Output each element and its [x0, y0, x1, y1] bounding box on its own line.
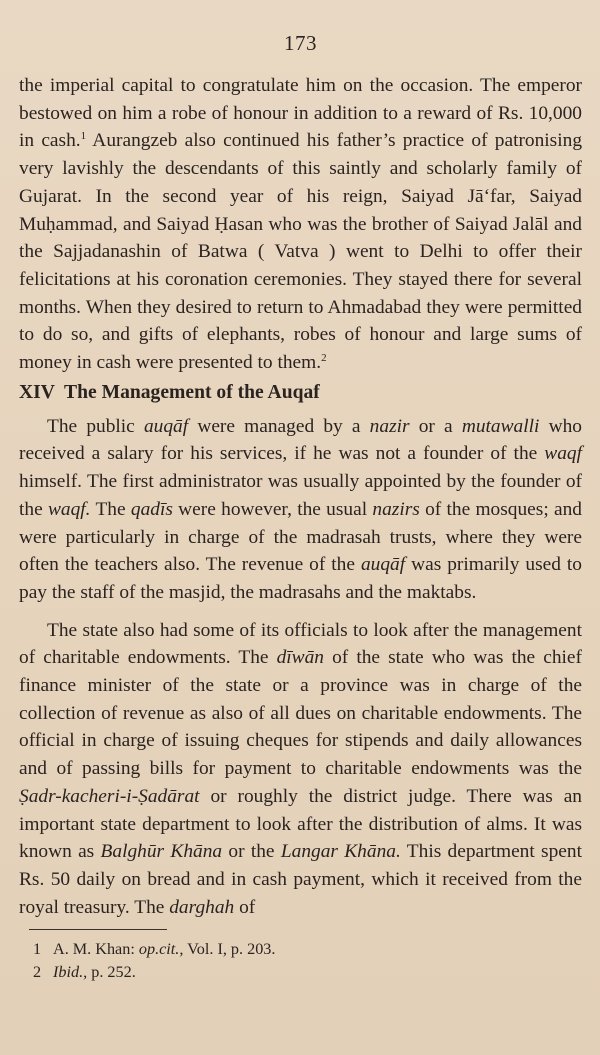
p2-text: The [90, 498, 131, 520]
p2-italic: waqf. [47, 498, 91, 520]
footnote-text [53, 961, 136, 984]
p2-text: or a [409, 415, 462, 437]
p2-italic: waqf [544, 443, 582, 465]
page-number: 173 [284, 31, 317, 55]
p3-text: This department spent Rs. 50 daily on bread and in cash payment, which it received from the royal treasury. The [19, 841, 582, 918]
section-heading: XIV The Management of the Auqaf [19, 381, 320, 403]
p2-italic: qadīs [130, 498, 173, 520]
p2-italic: auqāf [360, 554, 406, 576]
footnote-ref-2: 2 [321, 352, 327, 365]
footnote-2 [33, 961, 582, 984]
p3-italic: Balghūr Khāna [100, 841, 223, 863]
footnote-author: A. M. Khan: [53, 940, 139, 959]
paragraph-3 [19, 617, 582, 922]
p2-text: was primarily used to pay the staff of the masjid, the madrasahs and the maktabs. [19, 554, 582, 603]
footnote-divider [29, 929, 167, 930]
paragraph-1-text-b: Aurangzeb also continued his father’s practice of patronising very lavishly the descendants of this saintly and scholarly family of Gujarat. In the second year of his reign, Saiyad Jā‘far, Saiyad Muḥammad, and Saiyad Ḥasan who was the brother of Saiyad Jalāl and the Sajjadanashin of Batwa ( Vatva ) went to Delhi to offer their felicitations at his coronation ceremonies. They stayed there for several months. When they desired to return to Ahmadabad they were permitted to do so, and gifts of elephants, robes of honour and large sums of money in cash were presented to them. [19, 130, 583, 374]
paragraph-2 [19, 413, 582, 607]
footnote-number: 1 [33, 940, 42, 959]
footnote-ref-1: 1 [80, 130, 87, 143]
p3-text: or roughly the district judge. There was an important state department to look after the distribution of alms. It was known as [19, 785, 582, 863]
p2-text: were however, the usual [172, 498, 373, 520]
paragraph-1-text-a: the imperial capital to congratulate him on the occasion. The emperor bestowed on him a robe of honour in addition to a reward of Rs. 10,000 in cash. [19, 75, 582, 152]
p3-italic: darghah [169, 896, 235, 918]
footnote-1 [33, 938, 582, 961]
p2-italic: nazirs [372, 498, 420, 520]
footnote-text [53, 938, 275, 961]
p2-italic: nazir [369, 415, 410, 437]
p3-italic: Langar Khāna. [280, 841, 401, 863]
footnote-rest: Vol. I, p. 203. [183, 940, 276, 959]
p2-text: who received a salary for his services, if he was not a founder of the [19, 415, 582, 465]
p2-text: The public [47, 415, 144, 437]
p3-text: of [234, 896, 256, 918]
p2-italic: mutawalli [461, 415, 540, 437]
footnote-cite: op.cit., [138, 940, 184, 959]
footnote-number: 2 [33, 963, 42, 982]
p3-text: of the state who was the chief finance minister of the state or a province was in charge of the collection of revenue as also of all dues on charitable endowments. The official in charge of issuing cheques for stipends and daily allowances and of passing bills for payment to charitable endowments was the [19, 647, 582, 780]
footnote-rest: p. 252. [87, 963, 136, 982]
paragraph-1 [19, 72, 582, 377]
p2-text: were managed by a [188, 415, 370, 437]
p2-text: himself. The first administrator was usually appointed by the founder of the [19, 471, 582, 520]
p3-text: or the [222, 841, 281, 863]
p3-text: The state also had some of its officials to look after the management of charitable endowments. The [19, 619, 582, 669]
p2-italic: auqāf [143, 415, 189, 437]
footnote-cite: Ibid., [53, 963, 88, 982]
p2-text: of the mosques; and were particularly in charge of the madrasah trusts, where they were often the teachers also. The revenue of the [19, 498, 582, 576]
p3-italic: Ṣadr-kacheri-i-Ṣadārat [19, 785, 200, 807]
p3-italic: dīwān [276, 647, 325, 669]
